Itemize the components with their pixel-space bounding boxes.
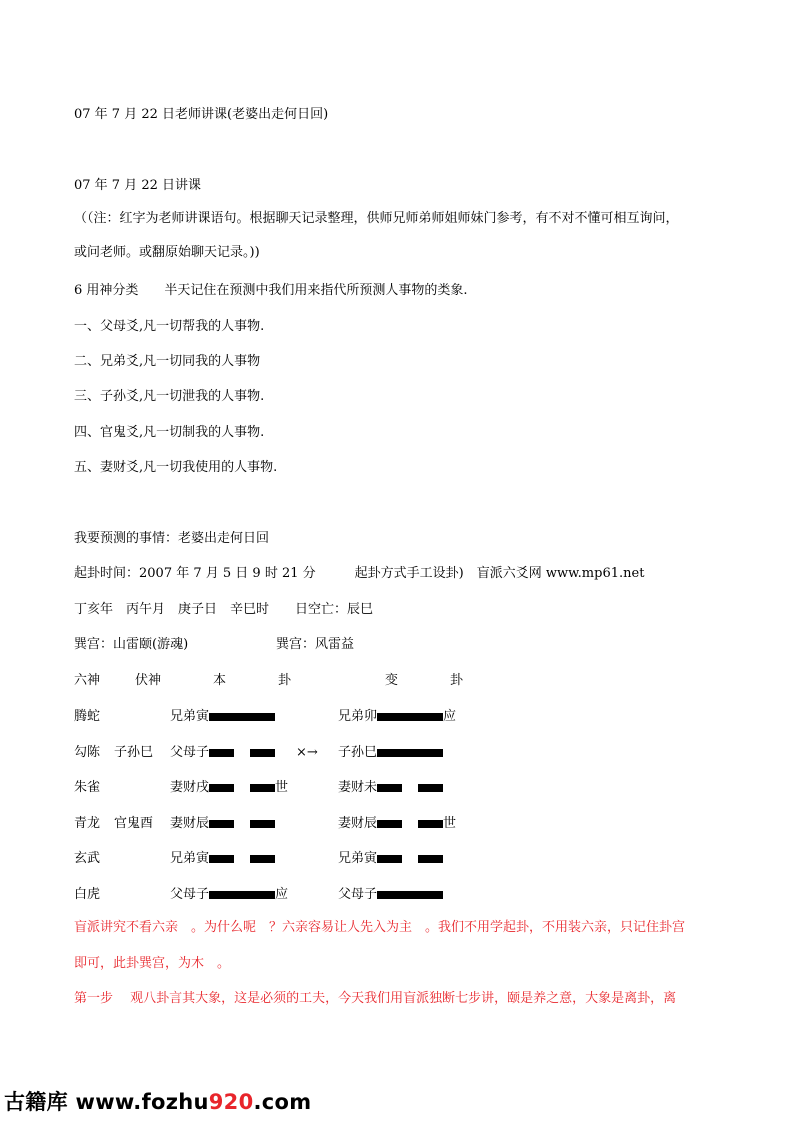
yang-line [377, 891, 443, 899]
yin-line [209, 820, 275, 828]
moving-line-mark: ×→ [296, 745, 318, 760]
row-bengua-yao [170, 745, 275, 761]
bengua-yao-name: 妻财辰 [170, 816, 210, 831]
header-bengua: 本 卦 [213, 673, 292, 688]
red-line-1: 盲派讲究不看六亲 。为什么呢 ？六亲容易让人先入为主 。我们不用学起卦，不用装六亲，只记住卦宫 [74, 920, 686, 935]
row-biangua-yao [338, 887, 443, 903]
row-biangua-yao [338, 780, 443, 796]
gong-bian: 巽宫：风雷益 [276, 637, 355, 652]
matter-line: 我要预测的事情：老婆出走何日回 [74, 531, 270, 546]
header-biangua: 变 卦 [385, 673, 464, 688]
biangua-yao-name: 子孙巳 [338, 745, 378, 760]
row-bengua-yao [170, 851, 275, 867]
bengua-yao-name: 父母子 [170, 745, 210, 760]
note-line-2: 或问老师。或翻原始聊天记录。)) [74, 245, 260, 260]
bengua-shiying-mark: 应 [275, 887, 289, 902]
row-biangua-yao [338, 709, 456, 725]
row-liushen: 白虎 [74, 887, 101, 902]
biangua-yao-name: 妻财辰 [338, 816, 378, 831]
footer-brand: 古籍库 [4, 1090, 68, 1114]
yin-line [209, 855, 275, 863]
yin-line [209, 749, 275, 757]
ganzhi-line: 丁亥年 丙午月 庚子日 辛巳时 日空亡：辰巳 [74, 602, 374, 617]
row-liushen: 青龙 [74, 816, 101, 831]
biangua-shiying-mark: 世 [443, 816, 457, 831]
bengua-yao-name: 兄弟寅 [170, 851, 210, 866]
bengua-yao-name: 父母子 [170, 887, 210, 902]
header-liushen: 六神 [74, 673, 101, 688]
footer-url: www.fozhu920.com [75, 1090, 312, 1114]
doc-title: 07 年 7 月 22 日老师讲课(老婆出走何日回) [74, 107, 329, 122]
yang-line [377, 713, 443, 721]
row-fushen: 官鬼酉 [114, 816, 154, 831]
bengua-yao-name: 妻财戌 [170, 780, 210, 795]
yin-line [377, 855, 443, 863]
class-5: 五、妻财爻,凡一切我使用的人事物. [74, 460, 278, 475]
yongshen-heading: 6 用神分类 半天记住在预测中我们用来指代所预测人事物的类象. [74, 283, 468, 298]
row-bengua-yao [170, 887, 288, 903]
header-fushen: 伏神 [135, 673, 162, 688]
footer-watermark [4, 1086, 311, 1116]
yin-line [377, 784, 443, 792]
row-bengua-yao [170, 780, 288, 796]
yin-line [377, 820, 443, 828]
yang-line [209, 713, 275, 721]
biangua-yao-name: 兄弟卯 [338, 709, 378, 724]
biangua-shiying-mark: 应 [443, 709, 457, 724]
gong-ben: 巽宫：山雷颐(游魂) [74, 637, 189, 652]
row-liushen: 腾蛇 [74, 709, 101, 724]
row-liushen: 勾陈 [74, 745, 101, 760]
yang-line [377, 749, 443, 757]
row-bengua-yao [170, 709, 275, 725]
lecture-date: 07 年 7 月 22 日讲课 [74, 178, 202, 193]
class-3: 三、子孙爻,凡一切泄我的人事物. [74, 389, 265, 404]
biangua-yao-name: 父母子 [338, 887, 378, 902]
class-2: 二、兄弟爻,凡一切同我的人事物 [74, 354, 261, 369]
note-line-1: （（注：红字为老师讲课语句。根据聊天记录整理，供师兄师弟师姐师妹门参考，有不对不懂可相互询问， [74, 211, 679, 226]
row-biangua-yao [338, 745, 443, 761]
red-line-3: 第一步 观八卦言其大象，这是必须的工夫，今天我们用盲派独断七步讲，颐是养之意，大象是离卦，离 [74, 991, 677, 1006]
row-biangua-yao [338, 851, 443, 867]
row-liushen: 玄武 [74, 851, 101, 866]
row-fushen: 子孙巳 [114, 745, 154, 760]
yang-line [209, 891, 275, 899]
red-line-2: 即可，此卦巽宫，为木 。 [74, 956, 231, 971]
class-1: 一、父母爻,凡一切帮我的人事物. [74, 319, 265, 334]
biangua-yao-name: 兄弟寅 [338, 851, 378, 866]
row-liushen: 朱雀 [74, 780, 101, 795]
yin-line [209, 784, 275, 792]
qigua-line: 起卦时间：2007 年 7 月 5 日 9 时 21 分 起卦方式手工设卦) 盲派六爻网 www.mp61.net [74, 566, 645, 581]
biangua-yao-name: 妻财未 [338, 780, 378, 795]
class-4: 四、官鬼爻,凡一切制我的人事物. [74, 425, 265, 440]
row-bengua-yao [170, 816, 275, 832]
row-biangua-yao [338, 816, 456, 832]
bengua-yao-name: 兄弟寅 [170, 709, 210, 724]
bengua-shiying-mark: 世 [275, 780, 289, 795]
